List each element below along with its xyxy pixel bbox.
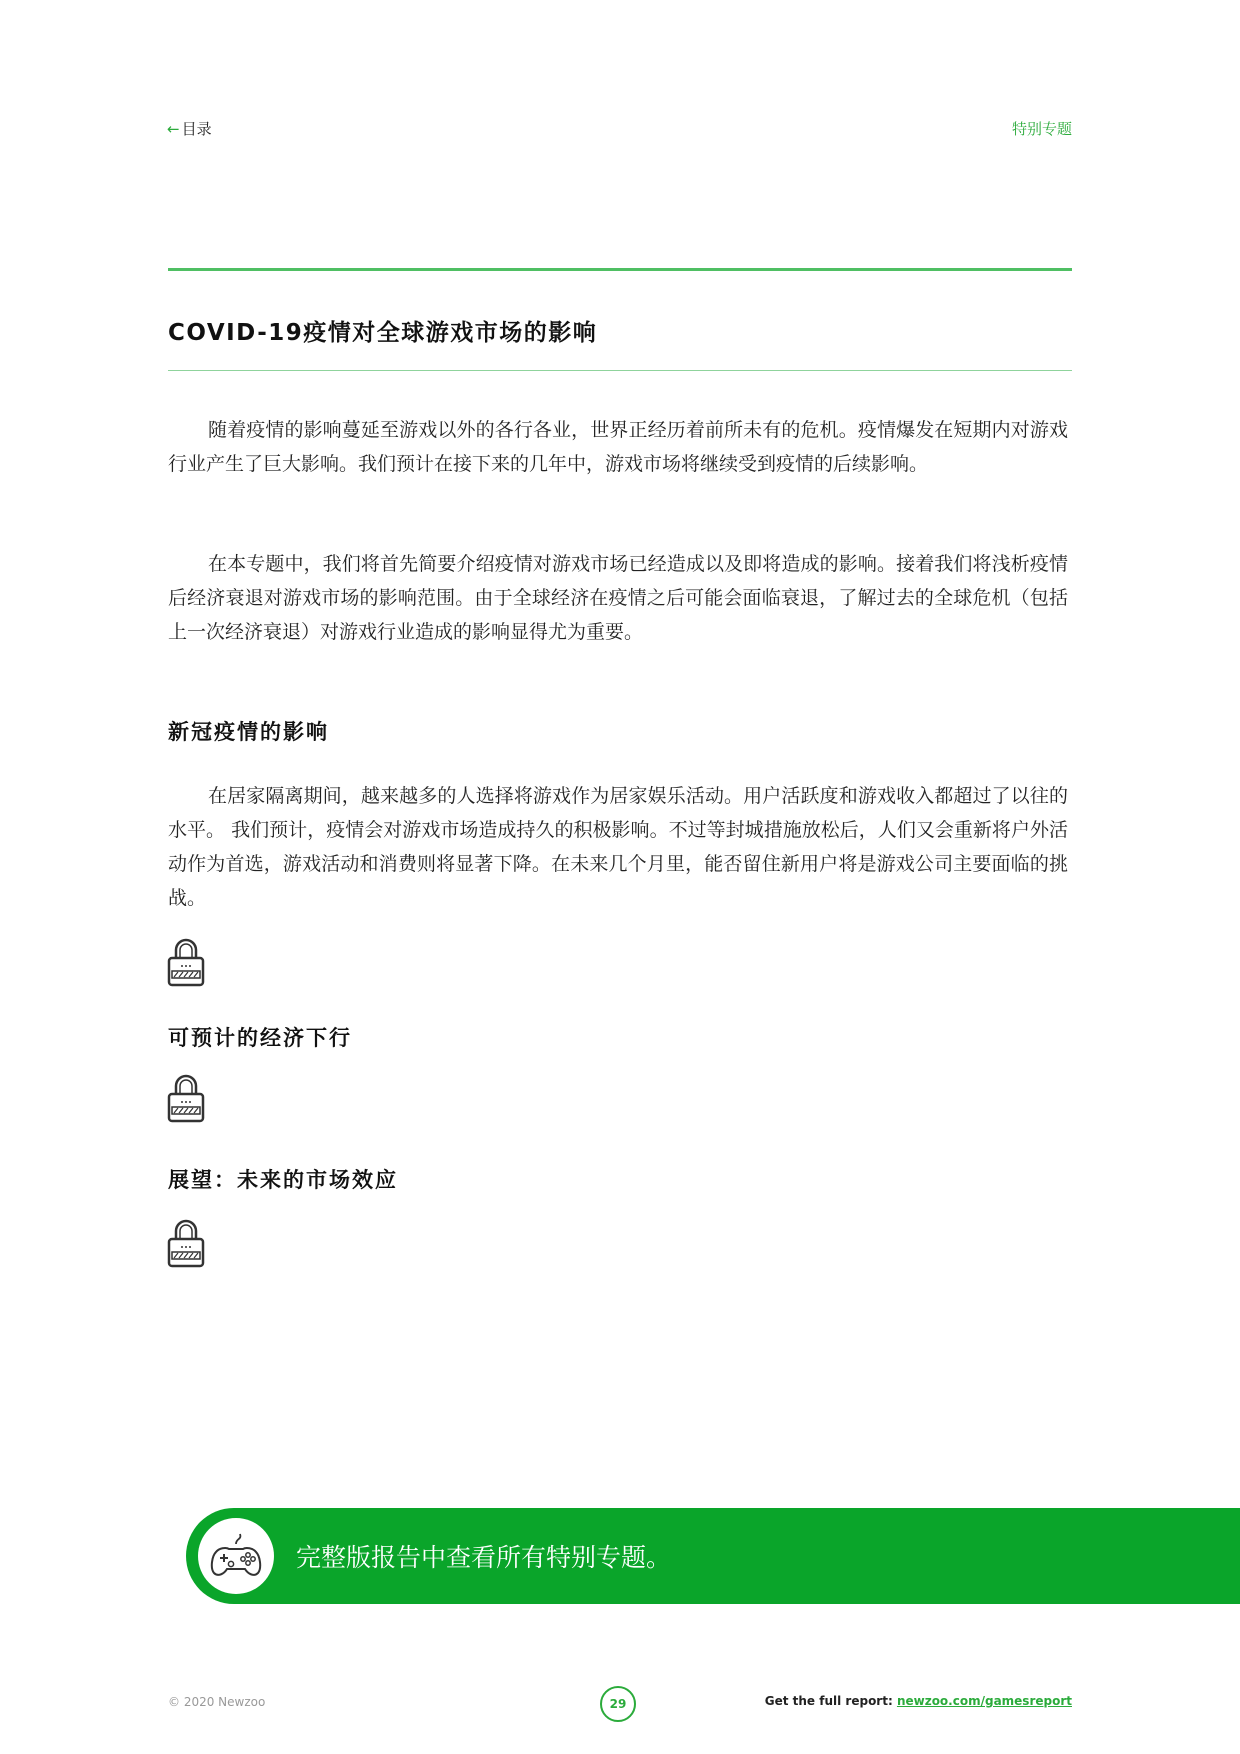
- intro-paragraph-2: 在本专题中，我们将首先简要介绍疫情对游戏市场已经造成以及即将造成的影响。接着我们将浅析疫情后经济衰退对游戏市场的影响范围。由于全球经济在疫情之后可能会面临衰退，了解过去的全球危机（包括上一次经济衰退）对游戏行业造成的影响显得尤为重要。: [168, 553, 1068, 643]
- gamepad-icon: [198, 1518, 274, 1594]
- heading-outlook: 展望：未来的市场效应: [168, 1168, 398, 1192]
- page-title: COVID-19疫情对全球游戏市场的影响: [168, 320, 598, 346]
- back-label: 目录: [181, 120, 212, 138]
- footer-copyright: © 2020 Newzoo: [168, 1695, 266, 1709]
- page-number: 29: [600, 1686, 636, 1722]
- lock-icon: [166, 1072, 206, 1124]
- section-label[interactable]: 特别专题: [1011, 120, 1072, 138]
- banner-icon-circle: [198, 1518, 274, 1594]
- lock-icon: [166, 1217, 206, 1269]
- footer-report-link[interactable]: newzoo.com/gamesreport: [896, 1694, 1072, 1708]
- lock-icon: [166, 936, 206, 988]
- footer-cta: [765, 1694, 1072, 1708]
- footer-cta-label: Get the full report:: [764, 1694, 897, 1708]
- heading-economic-downturn: 可预计的经济下行: [168, 1026, 352, 1050]
- covid-impact-paragraph: 在居家隔离期间，越来越多的人选择将游戏作为居家娱乐活动。用户活跃度和游戏收入都超过了以往的水平。 我们预计，疫情会对游戏市场造成持久的积极影响。不过等封城措施放松后，人们又会重新将户外活动作为首选，游戏活动和消费则将显著下降。在未来几个月里，能否留住新用户将是游戏公司主要面临的挑战。: [168, 785, 1068, 909]
- title-top-divider: [168, 268, 1072, 271]
- title-bottom-divider: [168, 370, 1072, 371]
- heading-covid-impact: 新冠疫情的影响: [168, 720, 329, 744]
- banner-text[interactable]: 完整版报告中查看所有特别专题。: [296, 1543, 672, 1572]
- back-to-contents-link[interactable]: [167, 118, 212, 139]
- back-arrow-icon: ←: [167, 119, 180, 138]
- intro-paragraph-1: 随着疫情的影响蔓延至游戏以外的各行各业，世界正经历着前所未有的危机。疫情爆发在短期内对游戏行业产生了巨大影响。我们预计在接下来的几年中，游戏市场将继续受到疫情的后续影响。: [168, 419, 1068, 475]
